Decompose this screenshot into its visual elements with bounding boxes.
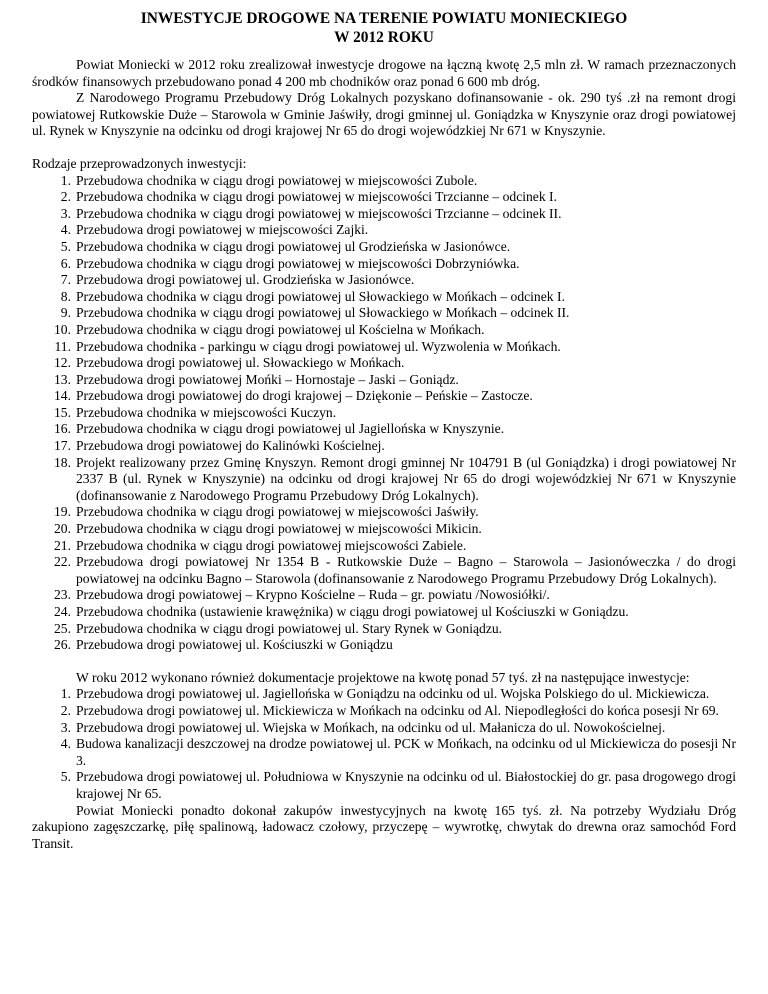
- investment-item-text: Przebudowa drogi powiatowej ul. Grodzieńska w Jasionówce.: [76, 272, 415, 288]
- investment-item-text: Przebudowa chodnika w ciągu drogi powiatowej ul Jagiellońska w Knyszynie.: [76, 421, 505, 437]
- investment-item: [32, 355, 736, 372]
- investment-item: [32, 189, 736, 206]
- investment-item-text: Przebudowa chodnika w ciągu drogi powiatowej w miejscowości Trzcianne – odcinek I.: [76, 189, 557, 205]
- investment-item-number: 9.: [60, 305, 71, 321]
- title-line-2: W 2012 ROKU: [334, 29, 434, 46]
- investment-item-text: Przebudowa drogi powiatowej w miejscowości Zajki.: [76, 222, 369, 238]
- doc-item-text: Przebudowa drogi powiatowej ul. Mickiewicza w Mońkach na odcinku od Al. Niepodległości do końca posesji Nr 69.: [76, 702, 719, 718]
- investment-item: [32, 305, 736, 322]
- investment-item: [32, 587, 736, 604]
- investment-item-number: 1.: [60, 172, 71, 188]
- investment-item-text: Przebudowa drogi powiatowej do Kalinówki Kościelnej.: [76, 438, 385, 454]
- docs-intro: W roku 2012 wykonano również dokumentacje projektowe na kwotę ponad 57 tyś. zł na następujące inwestycje:: [76, 669, 690, 685]
- investment-item-number: 6.: [60, 255, 71, 271]
- investment-item-text: Przebudowa chodnika w ciągu drogi powiatowej w miejscowości Mikicin.: [76, 521, 482, 537]
- investment-item-number: 17.: [54, 438, 71, 454]
- investment-item: [32, 438, 736, 455]
- investment-item-text: Przebudowa chodnika w ciągu drogi powiatowej w miejscowości Trzcianne – odcinek II.: [76, 205, 562, 221]
- investment-item-text: Projekt realizowany przez Gminę Knyszyn. Remont drogi gminnej Nr 104791 B (ul Goniądzka) i drogi powiatowej Nr 2337 B (ul. Rynek w Knyszynie) na odcinku od drogi krajowej Nr 65 do drogi wojewódzkiej Nr 671 w Knyszynie (dofinansowanie z Narodowego Programu Przebudowy Dróg Lokalnych).: [76, 454, 736, 503]
- investment-item: [32, 504, 736, 521]
- investment-item: [32, 621, 736, 638]
- investment-item-number: 26.: [54, 637, 71, 653]
- docs-list: [32, 686, 736, 802]
- investment-item-number: 14.: [54, 388, 71, 404]
- closing-paragraph: Powiat Moniecki ponadto dokonał zakupów inwestycyjnych na kwotę 165 tyś. zł. Na potrzeby Wydziału Dróg zakupiono zagęszczarkę, piłę spalinową, ładowacz czołowy, przyczepę – wywrotkę, chwytak do drewna oraz samochód Ford Transit.: [32, 802, 736, 851]
- doc-item: [32, 736, 736, 769]
- investment-item: [32, 222, 736, 239]
- doc-item-text: Budowa kanalizacji deszczowej na drodze powiatowej ul. PCK w Mońkach, na odcinku od ul Mickiewicza do posesji Nr 3.: [76, 736, 736, 768]
- investment-item: [32, 604, 736, 621]
- investment-item: [32, 521, 736, 538]
- doc-item-number: 1.: [60, 686, 71, 702]
- investment-item-text: Przebudowa drogi powiatowej Nr 1354 B - Rutkowskie Duże – Bagno – Starowola – Jasionóweczka / do drogi powiatowej na odcinku Bagno – Starowola (dofinansowanie z Narodowego Programu Przebudowy Dróg Lokalnych).: [76, 554, 736, 586]
- investment-item: [32, 554, 736, 587]
- investment-item-text: Przebudowa chodnika w ciągu drogi powiatowej ul Grodzieńska w Jasionówce.: [76, 238, 511, 254]
- investment-item-text: Przebudowa chodnika w ciągu drogi powiatowej ul Kościelna w Mońkach.: [76, 321, 485, 337]
- investment-item-number: 22.: [54, 554, 71, 570]
- investment-item: [32, 637, 736, 654]
- investment-item: [32, 239, 736, 256]
- investment-item: [32, 206, 736, 223]
- investment-item-text: Przebudowa drogi powiatowej do drogi krajowej – Dziękonie – Peńskie – Zastocze.: [76, 388, 533, 404]
- investment-item-number: 4.: [60, 222, 71, 238]
- investment-item: [32, 372, 736, 389]
- investment-item: [32, 388, 736, 405]
- investment-item-text: Przebudowa chodnika w ciągu drogi powiatowej ul Słowackiego w Mońkach – odcinek I.: [76, 288, 565, 304]
- doc-item-number: 3.: [60, 719, 71, 735]
- doc-item: [32, 686, 736, 703]
- doc-item: [32, 720, 736, 737]
- investment-item-text: Przebudowa chodnika w ciągu drogi powiatowej w miejscowości Dobrzyniówka.: [76, 255, 520, 271]
- investment-item-number: 5.: [60, 238, 71, 254]
- investment-item-text: Przebudowa chodnika - parkingu w ciągu drogi powiatowej ul. Wyzwolenia w Mońkach.: [76, 338, 561, 354]
- doc-item-text: Przebudowa drogi powiatowej ul. Południowa w Knyszynie na odcinku od ul. Białostockiej do gr. pasa drogowego drogi krajowej Nr 65.: [76, 769, 736, 801]
- investment-item: [32, 455, 736, 505]
- investment-item: [32, 538, 736, 555]
- doc-item: [32, 703, 736, 720]
- investment-item: [32, 173, 736, 190]
- investments-list: [32, 173, 736, 654]
- doc-item-text: Przebudowa drogi powiatowej ul. Jagiellońska w Goniądzu na odcinku od ul. Wojska Polskiego do ul. Mickiewicza.: [76, 686, 710, 702]
- investment-item-number: 3.: [60, 205, 71, 221]
- investment-item-number: 19.: [54, 504, 71, 520]
- investment-item: [32, 405, 736, 422]
- doc-item-text: Przebudowa drogi powiatowej ul. Wiejska w Mońkach, na odcinku od ul. Małanicza do ul. Nowokościelnej.: [76, 719, 666, 735]
- investment-item-number: 10.: [54, 321, 71, 337]
- list-heading: Rodzaje przeprowadzonych inwestycji:: [32, 155, 247, 171]
- investment-item: [32, 339, 736, 356]
- investment-item-number: 21.: [54, 537, 71, 553]
- investment-item-text: Przebudowa chodnika w ciągu drogi powiatowej ul. Stary Rynek w Goniądzu.: [76, 620, 503, 636]
- investment-item-number: 15.: [54, 404, 71, 420]
- investment-item-text: Przebudowa drogi powiatowej ul. Słowackiego w Mońkach.: [76, 355, 405, 371]
- investment-item: [32, 256, 736, 273]
- investment-item-number: 8.: [60, 288, 71, 304]
- investment-item-number: 24.: [54, 604, 71, 619]
- title-line-1: INWESTYCJE DROGOWE NA TERENIE POWIATU MONIECKIEGO: [140, 10, 628, 27]
- investment-item-text: Przebudowa drogi powiatowej – Krypno Kościelne – Ruda – gr. powiatu /Nowosiółki/.: [76, 587, 550, 603]
- investment-item-number: 11.: [54, 338, 71, 354]
- investment-item-text: Przebudowa chodnika w ciągu drogi powiatowej w miejscowości Jaświły.: [76, 504, 479, 520]
- investment-item-text: Przebudowa chodnika w miejscowości Kuczyn.: [76, 404, 337, 420]
- investment-item-number: 25.: [54, 620, 71, 636]
- investment-item-text: Przebudowa chodnika (ustawienie krawężnika) w ciągu drogi powiatowej ul Kościuszki w Goniądzu.: [76, 604, 629, 619]
- doc-item: [32, 769, 736, 802]
- investment-item: [32, 272, 736, 289]
- investment-item-number: 18.: [54, 454, 71, 470]
- investment-item-text: Przebudowa drogi powiatowej ul. Kościuszki w Goniądzu: [76, 637, 393, 653]
- investment-item: [32, 322, 736, 339]
- doc-item-number: 2.: [60, 702, 71, 718]
- investment-item-text: Przebudowa chodnika w ciągu drogi powiatowej miejscowości Zabiele.: [76, 537, 467, 553]
- intro-paragraph-1: Powiat Moniecki w 2012 roku zrealizował inwestycje drogowe na łączną kwotę 2,5 mln zł. W ramach przeznaczonych środków finansowych przebudowano ponad 4 200 mb chodników oraz ponad 6 600 mb dróg.: [32, 57, 736, 89]
- investment-item-number: 13.: [54, 371, 71, 387]
- investment-item-number: 23.: [54, 587, 71, 603]
- investment-item: [32, 289, 736, 306]
- doc-item-number: 4.: [60, 736, 71, 752]
- investment-item-number: 20.: [54, 521, 71, 537]
- investment-item: [32, 421, 736, 438]
- document-title: [32, 9, 736, 47]
- investment-item-number: 16.: [54, 421, 71, 437]
- investment-item-text: Przebudowa drogi powiatowej Mońki – Hornostaje – Jaski – Goniądz.: [76, 371, 459, 387]
- investment-item-text: Przebudowa chodnika w ciągu drogi powiatowej ul Słowackiego w Mońkach – odcinek II.: [76, 305, 570, 321]
- investment-item-number: 12.: [54, 355, 71, 371]
- investment-item-number: 2.: [60, 189, 71, 205]
- doc-item-number: 5.: [60, 769, 71, 785]
- investment-item-text: Przebudowa chodnika w ciągu drogi powiatowej w miejscowości Zubole.: [76, 172, 478, 188]
- investment-item-number: 7.: [60, 272, 71, 288]
- intro-paragraph-2: Z Narodowego Programu Przebudowy Dróg Lokalnych pozyskano dofinansowanie - ok. 290 tyś .zł na remont drogi powiatowej Rutkowskie Duże – Starowola w Gminie Jaświły, drogi gminnej ul. Goniądzka w Knyszynie oraz drogi powiatowej ul. Rynek w Knyszynie na odcinku od drogi krajowej Nr 65 do drogi wojewódzkiej Nr 671 w Knyszynie.: [32, 90, 736, 139]
